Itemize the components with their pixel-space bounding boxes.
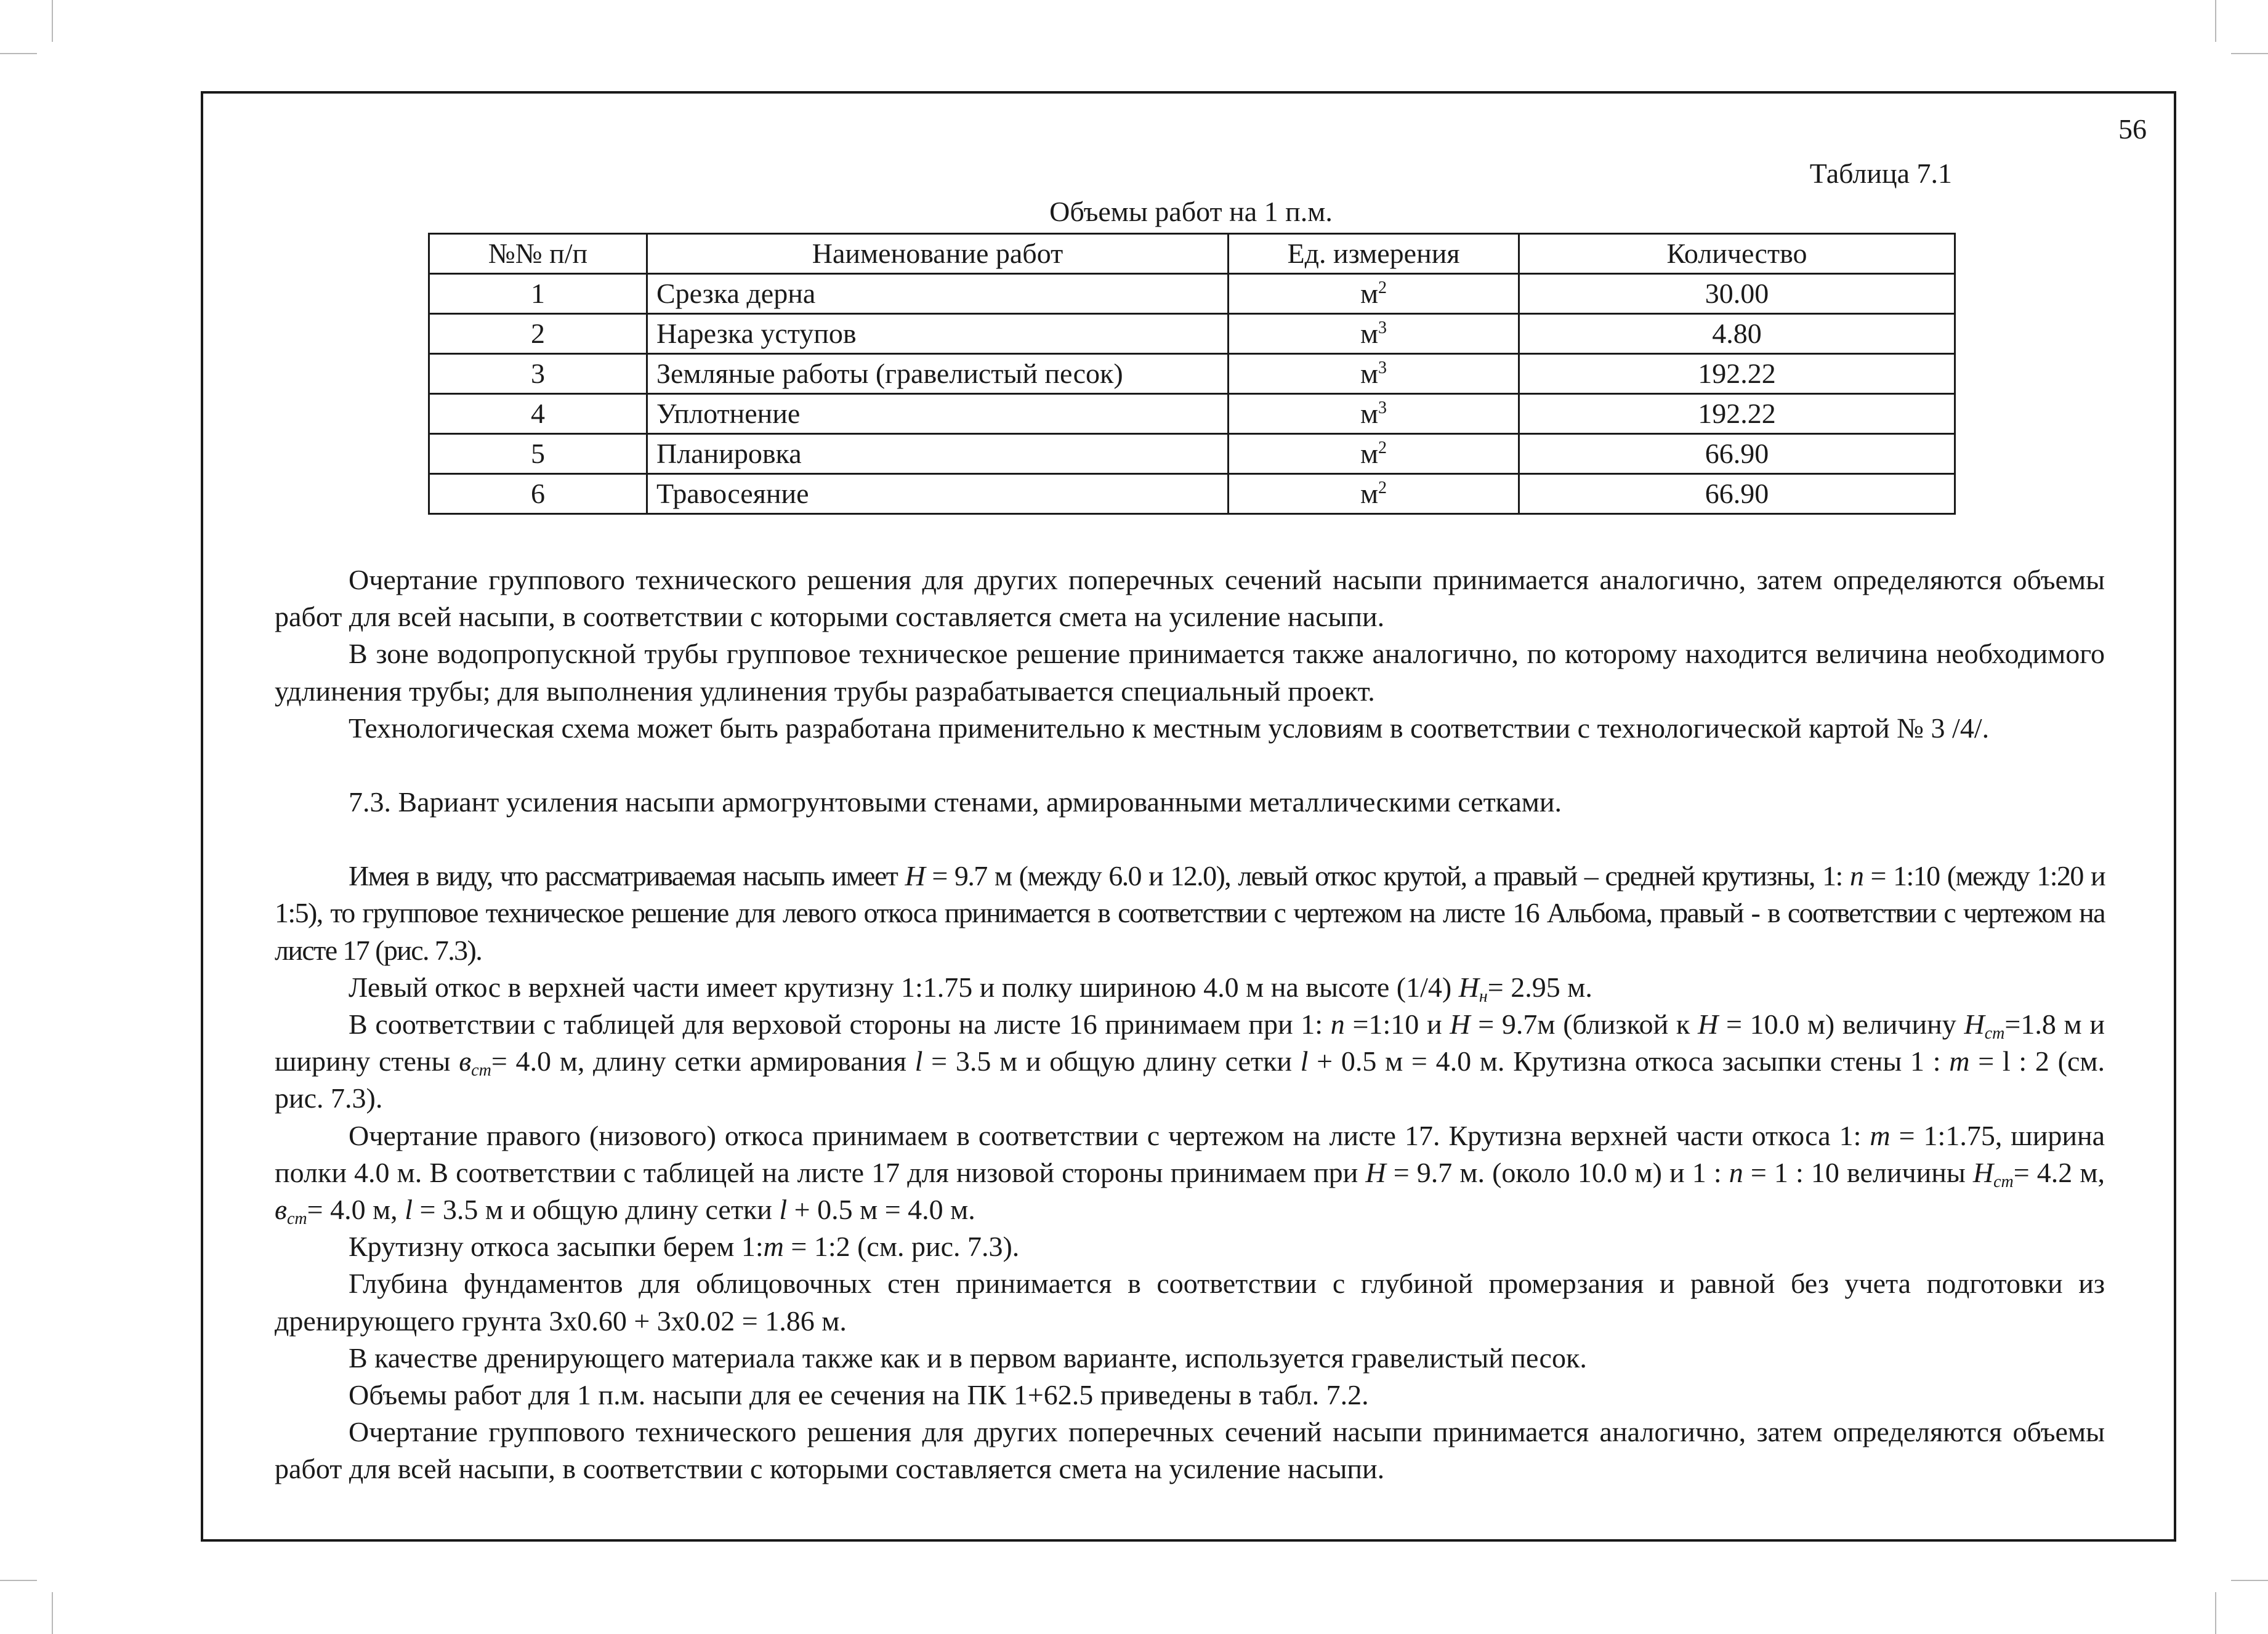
row-quantity: 30.00 — [1519, 274, 1955, 314]
row-number: 3 — [429, 354, 647, 394]
header-quantity: Количество — [1519, 234, 1955, 274]
header-number: №№ п/п — [429, 234, 647, 274]
table-row — [429, 314, 1955, 354]
table-row — [429, 274, 1955, 314]
paragraph-culvert: В зоне водопропускной трубы групповое техническое решение принимается также аналогично, по которому находится величина необходимого удлинения трубы; для выполнения удлинения трубы разрабатывается специальный проект. — [275, 638, 2105, 707]
row-unit: $м^3$ — [1229, 314, 1519, 354]
row-work-name: Травосеяние — [647, 474, 1229, 514]
crop-mark — [0, 1580, 37, 1581]
crop-mark — [52, 0, 53, 42]
table-row — [429, 474, 1955, 514]
paragraph-embankment-height: Имея в виду, что рассматриваемая насыпь имеет H = 9.7 м (между 6.0 и 12.0), левый откос крутой, а правый – средней крутизны, 1: n = 1:10 (между 1:20 и 1:5), то групповое техническое решение для левого откоса принимается в соответствии с чертежом на листе 16 Альбома, правый - в соответствии с чертежом на листе 17 (рис. 7.3). — [275, 860, 2105, 966]
works-volume-table — [428, 233, 1956, 515]
paragraph-work-volumes: Объемы работ для 1 п.м. насыпи для ее сечения на ПК 1+62.5 приведены в табл. 7.2. — [349, 1379, 1369, 1411]
paragraph-upstream-side: В соответствии с таблицей для верховой стороны на листе 16 принимаем при 1: n =1:10 и H = 9.7м (близкой к H = 10.0 м) величину $H_{ст}=1.8$ м и ширину стены $в_{ст}= 4.0$ м, длину сетки армирования l = 3.5 м и общую длину сетки l + 0.5 м = 4.0 м. Крутизна откоса засыпки стены 1 : m = l : 2 (см. рис. 7.3). — [275, 1008, 2105, 1114]
body-text — [275, 561, 2105, 1488]
row-work-name: Уплотнение — [647, 394, 1229, 434]
row-unit: $м^2$ — [1229, 274, 1519, 314]
row-unit: $м^2$ — [1229, 474, 1519, 514]
paragraph-backfill-slope: Крутизну откоса засыпки берем 1:m = 1:2 (см. рис. 7.3). — [349, 1231, 1020, 1263]
table-row — [429, 394, 1955, 434]
crop-mark — [52, 1592, 53, 1634]
row-number: 4 — [429, 394, 647, 434]
crop-mark — [2215, 0, 2216, 42]
paragraph-left-slope: Левый откос в верхней части имеет крутизну 1:1.75 и полку шириною 4.0 м на высоте (1/4) $H_н= 2.95$ м. — [349, 971, 1592, 1006]
row-quantity: 192.22 — [1519, 354, 1955, 394]
row-unit: $м^3$ — [1229, 394, 1519, 434]
row-work-name: Срезка дерна — [647, 274, 1229, 314]
row-number: 1 — [429, 274, 647, 314]
crop-mark — [2231, 1580, 2268, 1581]
row-unit: $м^3$ — [1229, 354, 1519, 394]
row-work-name: Нарезка уступов — [647, 314, 1229, 354]
row-work-name: Планировка — [647, 434, 1229, 474]
paragraph-right-slope: Очертание правого (низового) откоса принимаем в соответствии с чертежом на листе 17. Крутизна верхней части откоса 1: m = 1:1.75, ширина полки 4.0 м. В соответствии с таблицей на листе 17 для низовой стороны принимаем при H = 9.7 м. (около 10.0 м) и 1 : n = 1 : 10 величины $H_{ст}= 4.2$ м, $в_{ст}= 4.0$ м, l = 3.5 м и общую длину сетки l + 0.5 м = 4.0 м. — [275, 1119, 2105, 1229]
row-quantity: 66.90 — [1519, 434, 1955, 474]
crop-mark — [2231, 53, 2268, 54]
table-row — [429, 354, 1955, 394]
header-unit: Ед. измерения — [1229, 234, 1519, 274]
row-quantity: 192.22 — [1519, 394, 1955, 434]
crop-mark — [0, 53, 37, 54]
paragraph-group-solution-repeat: Очертание группового технического решения для других поперечных сечений насыпи принимается аналогично, затем определяются объемы работ для всей насыпи, в соответствии с которыми составляется смета на усиление насыпи. — [275, 1416, 2105, 1485]
row-number: 6 — [429, 474, 647, 514]
row-quantity: 4.80 — [1519, 314, 1955, 354]
paragraph-group-solution: Очертание группового технического решения для других поперечных сечений насыпи принимается аналогично, затем определяются объемы работ для всей насыпи, в соответствии с которыми составляется смета на усиление насыпи. — [275, 564, 2105, 633]
crop-mark — [2215, 1592, 2216, 1634]
paragraph-tech-scheme: Технологическая схема может быть разработана применительно к местным условиям в соответствии с технологической картой № 3 /4/. — [349, 712, 1990, 744]
table-label: Таблица 7.1 — [1809, 158, 1952, 189]
header-work-name: Наименование работ — [647, 234, 1229, 274]
paragraph-foundation-depth: Глубина фундаментов для облицовочных стен принимается в соответствии с глубиной промерзания и равной без учета подготовки из дренирующего грунта 3х0.60 + 3х0.02 = 1.86 м. — [275, 1268, 2105, 1337]
row-number: 5 — [429, 434, 647, 474]
table-row — [429, 434, 1955, 474]
paragraph-drainage-material: В качестве дренирующего материала также как и в первом варианте, используется гравелистый песок. — [349, 1342, 1587, 1374]
table-title: Объемы работ на 1 п.м. — [1049, 196, 1333, 227]
page-number: 56 — [2118, 113, 2147, 145]
table-header-row — [429, 234, 1955, 274]
row-unit: $м^2$ — [1229, 434, 1519, 474]
section-heading: 7.3. Вариант усиления насыпи армогрунтовыми стенами, армированными металлическими сетками. — [349, 786, 1562, 818]
row-work-name: Земляные работы (гравелистый песок) — [647, 354, 1229, 394]
row-quantity: 66.90 — [1519, 474, 1955, 514]
row-number: 2 — [429, 314, 647, 354]
